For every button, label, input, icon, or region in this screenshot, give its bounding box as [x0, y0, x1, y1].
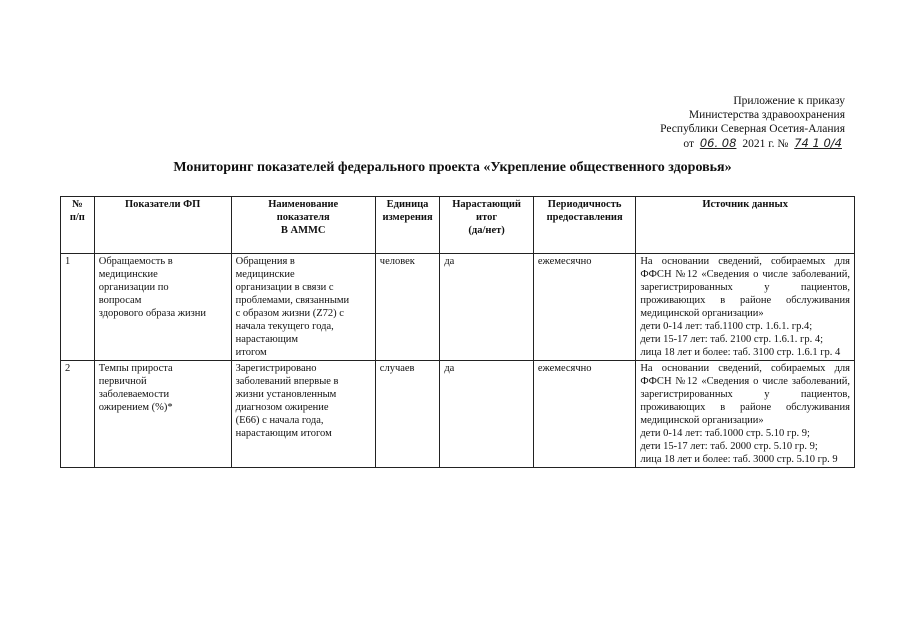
appendix-block [660, 94, 845, 151]
cell-cumulative: да [440, 361, 534, 468]
header-unit: Единица измерения [375, 197, 440, 254]
table-row [61, 254, 855, 361]
source-intro: На основании сведений, собираемых для ФФСН №12 «Сведения о числе заболеваний, зарегистрированных у пациентов, проживающих в районе обслуживания медицинской организации» [640, 256, 850, 319]
table-header-row [61, 197, 855, 254]
cell-name: Обращения в медицинские организации в связи с проблемами, связанными с образом жизни (Z72) с начала текущего года, нарастающим итогом [231, 254, 375, 361]
cell-num: 1 [61, 254, 95, 361]
date-year: 2021 г. № [742, 138, 789, 150]
cell-cumulative: да [440, 254, 534, 361]
source-line: дети 15-17 лет: таб. 2000 стр. 5.10 гр. 9; [640, 441, 818, 452]
date-prefix: от [683, 138, 694, 150]
source-line: дети 0-14 лет: таб.1100 стр. 1.6.1. гр.4; [640, 321, 813, 332]
source-line: лица 18 лет и более: таб. 3000 стр. 5.10 гр. 9 [640, 454, 838, 465]
appendix-line-1: Приложение к приказу [733, 95, 845, 107]
cell-unit: человек [375, 254, 440, 361]
header-cumulative: Нарастающий итог (да/нет) [440, 197, 534, 254]
cell-period: ежемесячно [533, 361, 635, 468]
source-line: лица 18 лет и более: таб. 3100 стр. 1.6.1 гр. 4 [640, 347, 841, 358]
header-name: Наименование показателя В АММС [231, 197, 375, 254]
header-period: Периодичность предоставления [533, 197, 635, 254]
cell-source [636, 361, 855, 468]
handwritten-date: 06. 08 [699, 136, 737, 150]
cell-indicator: Обращаемость в медицинские организации по вопросам здорового образа жизни [94, 254, 231, 361]
cell-indicator: Темпы прироста первичной заболеваемости ожирением (%)* [94, 361, 231, 468]
source-intro: На основании сведений, собираемых для ФФСН №12 «Сведения о числе заболеваний, зарегистрированных у пациентов, проживающих в районе обслуживания медицинской организации» [640, 363, 850, 426]
header-num: № п/п [61, 197, 95, 254]
handwritten-number: 74 1 0/4 [794, 136, 842, 150]
cell-unit: случаев [375, 361, 440, 468]
document-title: Мониторинг показателей федерального проекта «Укрепление общественного здоровья» [173, 160, 732, 175]
cell-name: Зарегистрировано заболеваний впервые в жизни установленным диагнозом ожирение (Е66) с начала года, нарастающим итогом [231, 361, 375, 468]
header-indicator: Показатели ФП [94, 197, 231, 254]
monitoring-table [60, 196, 855, 468]
cell-source [636, 254, 855, 361]
cell-period: ежемесячно [533, 254, 635, 361]
appendix-line-3: Республики Северная Осетия-Алания [660, 123, 845, 135]
appendix-line-2: Министерства здравоохранения [688, 109, 845, 121]
source-line: дети 0-14 лет: таб.1000 стр. 5.10 гр. 9; [640, 428, 810, 439]
header-source: Источник данных [636, 197, 855, 254]
cell-num: 2 [61, 361, 95, 468]
source-line: дети 15-17 лет: таб. 2100 стр. 1.6.1. гр. 4; [640, 334, 824, 345]
table-row [61, 361, 855, 468]
appendix-date-line [660, 136, 845, 151]
